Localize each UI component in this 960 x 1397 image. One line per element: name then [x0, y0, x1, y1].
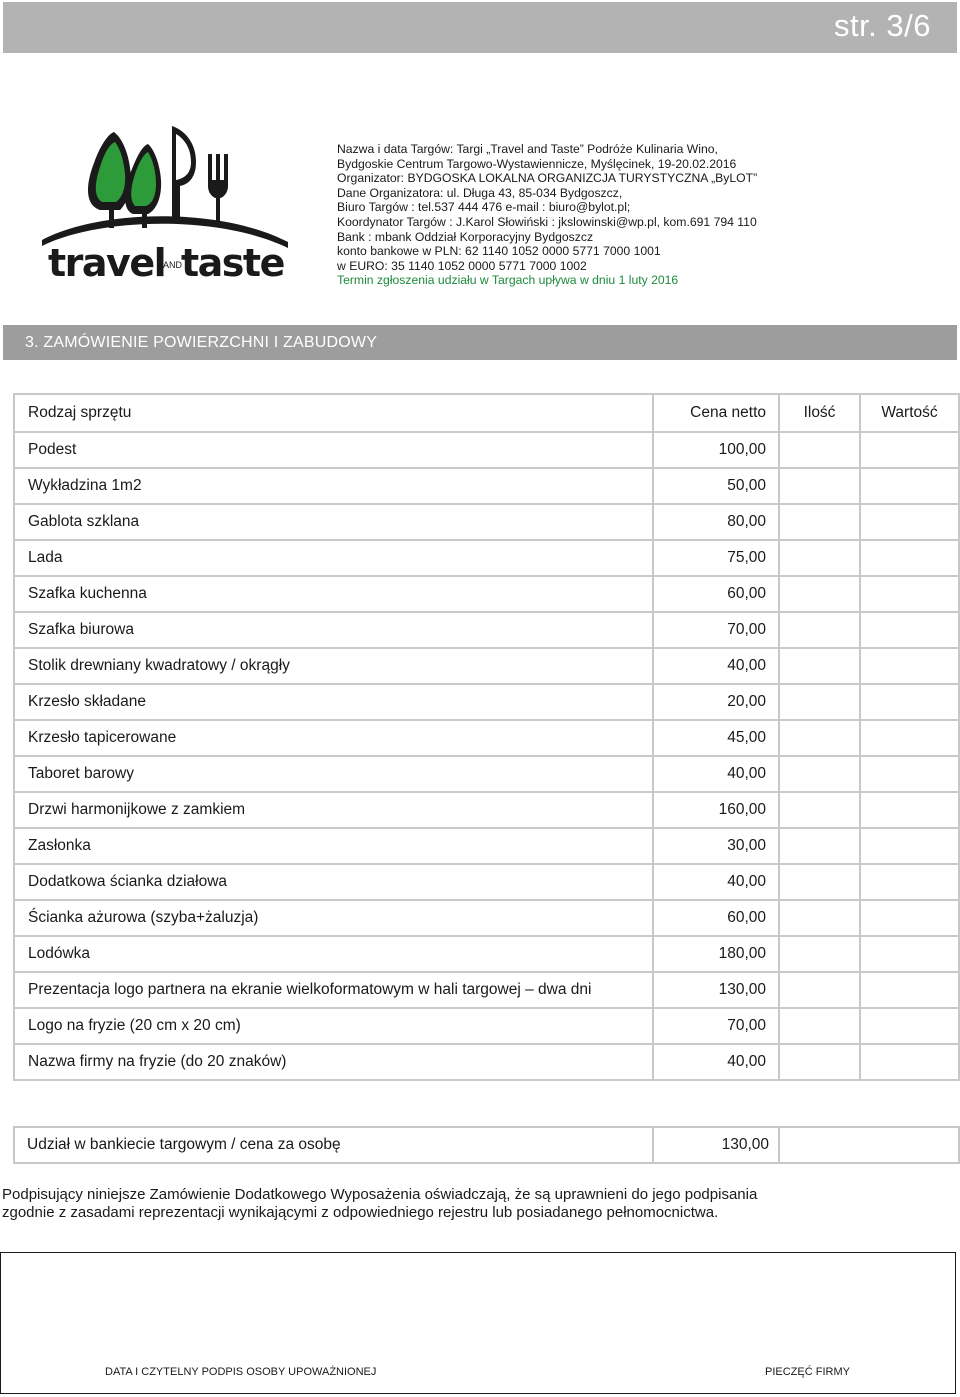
fork-shape	[208, 154, 228, 222]
equipment-name: Ścianka ażurowa (szyba+żaluzja)	[14, 900, 653, 936]
info-line: Nazwa i data Targów: Targi „Travel and Taste” Podróże Kulinaria Wino,	[337, 142, 718, 156]
table-row	[14, 792, 959, 828]
fair-info-block	[337, 142, 937, 288]
table-row	[14, 936, 959, 972]
declaration-line: Podpisujący niniejsze Zamówienie Dodatkowego Wyposażenia oświadczają, że są uprawnieni do jego podpisania	[2, 1186, 758, 1203]
equipment-price: 75,00	[653, 540, 779, 576]
equipment-price: 30,00	[653, 828, 779, 864]
equipment-name: Szafka biurowa	[14, 612, 653, 648]
equipment-name: Podest	[14, 432, 653, 468]
info-line: Organizator: BYDGOSKA LOKALNA ORGANIZCJA TURYSTYCZNA „ByLOT”	[337, 171, 758, 186]
header-net-price: Cena netto	[653, 394, 779, 432]
equipment-price: 130,00	[653, 972, 779, 1008]
equipment-name: Stolik drewniany kwadratowy / okrągły	[14, 648, 653, 684]
header-quantity: Ilość	[779, 394, 860, 432]
equipment-price: 40,00	[653, 1044, 779, 1080]
equipment-price: 80,00	[653, 504, 779, 540]
quantity-cell[interactable]	[779, 576, 860, 612]
logo-word-travel: travel	[48, 241, 166, 285]
table-row	[14, 720, 959, 756]
equipment-name: Krzesło tapicerowane	[14, 720, 653, 756]
quantity-cell[interactable]	[779, 648, 860, 684]
quantity-cell[interactable]	[779, 756, 860, 792]
quantity-cell[interactable]	[779, 540, 860, 576]
page-number: str. 3/6	[833, 8, 931, 43]
quantity-cell[interactable]	[779, 720, 860, 756]
table-row	[14, 1008, 959, 1044]
equipment-name: Krzesło składane	[14, 684, 653, 720]
equipment-price: 50,00	[653, 468, 779, 504]
quantity-cell[interactable]	[779, 612, 860, 648]
signature-label: DATA I CZYTELNY PODPIS OSOBY UPOWAŻNIONEJ	[105, 1366, 377, 1378]
value-cell[interactable]	[860, 756, 959, 792]
logo-word-and: AND	[163, 260, 183, 270]
value-cell[interactable]	[860, 468, 959, 504]
equipment-name: Wykładzina 1m2	[14, 468, 653, 504]
equipment-price: 40,00	[653, 864, 779, 900]
travel-and-taste-logo	[38, 118, 293, 288]
equipment-name: Zasłonka	[14, 828, 653, 864]
equipment-price: 45,00	[653, 720, 779, 756]
declaration-line: zgodnie z zasadami reprezentacji wynikającymi z odpowiedniego rejestru lub posiadanego pełnomocnictwa.	[2, 1204, 719, 1221]
value-cell[interactable]	[860, 900, 959, 936]
value-cell[interactable]	[860, 864, 959, 900]
table-row	[14, 900, 959, 936]
value-cell[interactable]	[860, 684, 959, 720]
value-cell[interactable]	[860, 936, 959, 972]
quantity-cell[interactable]	[779, 1008, 860, 1044]
value-cell[interactable]	[860, 1044, 959, 1080]
table-header-row	[14, 394, 959, 432]
table-row	[14, 1044, 959, 1080]
equipment-price: 100,00	[653, 432, 779, 468]
equipment-name: Logo na fryzie (20 cm x 20 cm)	[14, 1008, 653, 1044]
equipment-name: Prezentacja logo partnera na ekranie wielkoformatowym w hali targowej – dwa dni	[14, 972, 653, 1008]
banquet-row	[14, 1127, 959, 1163]
quantity-cell[interactable]	[779, 972, 860, 1008]
quantity-cell[interactable]	[779, 432, 860, 468]
equipment-price: 70,00	[653, 1008, 779, 1044]
quantity-cell[interactable]	[779, 792, 860, 828]
banquet-table	[13, 1126, 960, 1164]
value-cell[interactable]	[860, 504, 959, 540]
quantity-cell[interactable]	[779, 936, 860, 972]
table-row	[14, 648, 959, 684]
equipment-name: Drzwi harmonijkowe z zamkiem	[14, 792, 653, 828]
table-row	[14, 504, 959, 540]
equipment-price: 60,00	[653, 900, 779, 936]
info-line: w EURO: 35 1140 1052 0000 5771 7000 1002	[337, 258, 587, 273]
table-row	[14, 576, 959, 612]
equipment-price: 180,00	[653, 936, 779, 972]
info-line: Koordynator Targów : J.Karol Słowiński : jkslowinski@wp.pl, kom.691 794 110	[337, 214, 757, 229]
table-row	[14, 684, 959, 720]
value-cell[interactable]	[860, 720, 959, 756]
value-cell[interactable]	[860, 540, 959, 576]
header-value: Wartość	[860, 394, 959, 432]
equipment-price: 70,00	[653, 612, 779, 648]
table-row	[14, 468, 959, 504]
quantity-cell[interactable]	[779, 468, 860, 504]
quantity-cell[interactable]	[779, 900, 860, 936]
table-row	[14, 432, 959, 468]
equipment-name: Gablota szklana	[14, 504, 653, 540]
equipment-order-table	[13, 393, 960, 1081]
section-header-bar	[3, 325, 957, 360]
equipment-price: 20,00	[653, 684, 779, 720]
value-cell[interactable]	[860, 828, 959, 864]
equipment-name: Szafka kuchenna	[14, 576, 653, 612]
equipment-name: Dodatkowa ścianka działowa	[14, 864, 653, 900]
value-cell[interactable]	[860, 576, 959, 612]
table-row	[14, 612, 959, 648]
equipment-price: 40,00	[653, 648, 779, 684]
table-row	[14, 864, 959, 900]
section-title: 3. ZAMÓWIENIE POWIERZCHNI I ZABUDOWY	[25, 334, 378, 351]
quantity-cell[interactable]	[779, 684, 860, 720]
equipment-name: Lodówka	[14, 936, 653, 972]
equipment-name: Lada	[14, 540, 653, 576]
quantity-cell[interactable]	[779, 828, 860, 864]
company-stamp-label: PIECZĘĆ FIRMY	[765, 1366, 850, 1378]
value-cell[interactable]	[860, 648, 959, 684]
info-line: Bank : mbank Oddział Korporacyjny Bydgoszcz	[337, 229, 594, 244]
equipment-price: 60,00	[653, 576, 779, 612]
table-row	[14, 828, 959, 864]
table-row	[14, 540, 959, 576]
value-cell[interactable]	[860, 792, 959, 828]
value-cell[interactable]	[860, 1008, 959, 1044]
registration-deadline: Termin zgłoszenia udziału w Targach upływa w dniu 1 luty 2016	[337, 273, 679, 288]
page-header-bar	[3, 2, 957, 53]
equipment-price: 160,00	[653, 792, 779, 828]
banquet-price: 130,00	[653, 1127, 779, 1163]
quantity-cell[interactable]	[779, 1044, 860, 1080]
equipment-name: Nazwa firmy na fryzie (do 20 znaków)	[14, 1044, 653, 1080]
value-cell[interactable]	[860, 432, 959, 468]
quantity-cell[interactable]	[779, 864, 860, 900]
banquet-label: Udział w bankiecie targowym / cena za osobę	[14, 1127, 653, 1163]
info-line: Bydgoskie Centrum Targowo-Wystawiennicze, Myślęcinek, 19-20.02.2016	[337, 156, 737, 171]
declaration-text	[2, 1186, 952, 1222]
header-equipment-type: Rodzaj sprzętu	[14, 394, 653, 432]
value-cell[interactable]	[860, 612, 959, 648]
logo-word-taste: taste	[181, 241, 284, 285]
table-row	[14, 756, 959, 792]
banquet-quantity-cell[interactable]	[779, 1127, 959, 1163]
quantity-cell[interactable]	[779, 504, 860, 540]
equipment-price: 40,00	[653, 756, 779, 792]
info-line: Biuro Targów : tel.537 444 476 e-mail : biuro@bylot.pl;	[337, 200, 631, 215]
info-line: konto bankowe w PLN: 62 1140 1052 0000 5771 7000 1001	[337, 244, 661, 259]
info-line: Dane Organizatora: ul. Długa 43, 85-034 Bydgoszcz,	[337, 185, 623, 200]
table-row	[14, 972, 959, 1008]
value-cell[interactable]	[860, 972, 959, 1008]
equipment-name: Taboret barowy	[14, 756, 653, 792]
